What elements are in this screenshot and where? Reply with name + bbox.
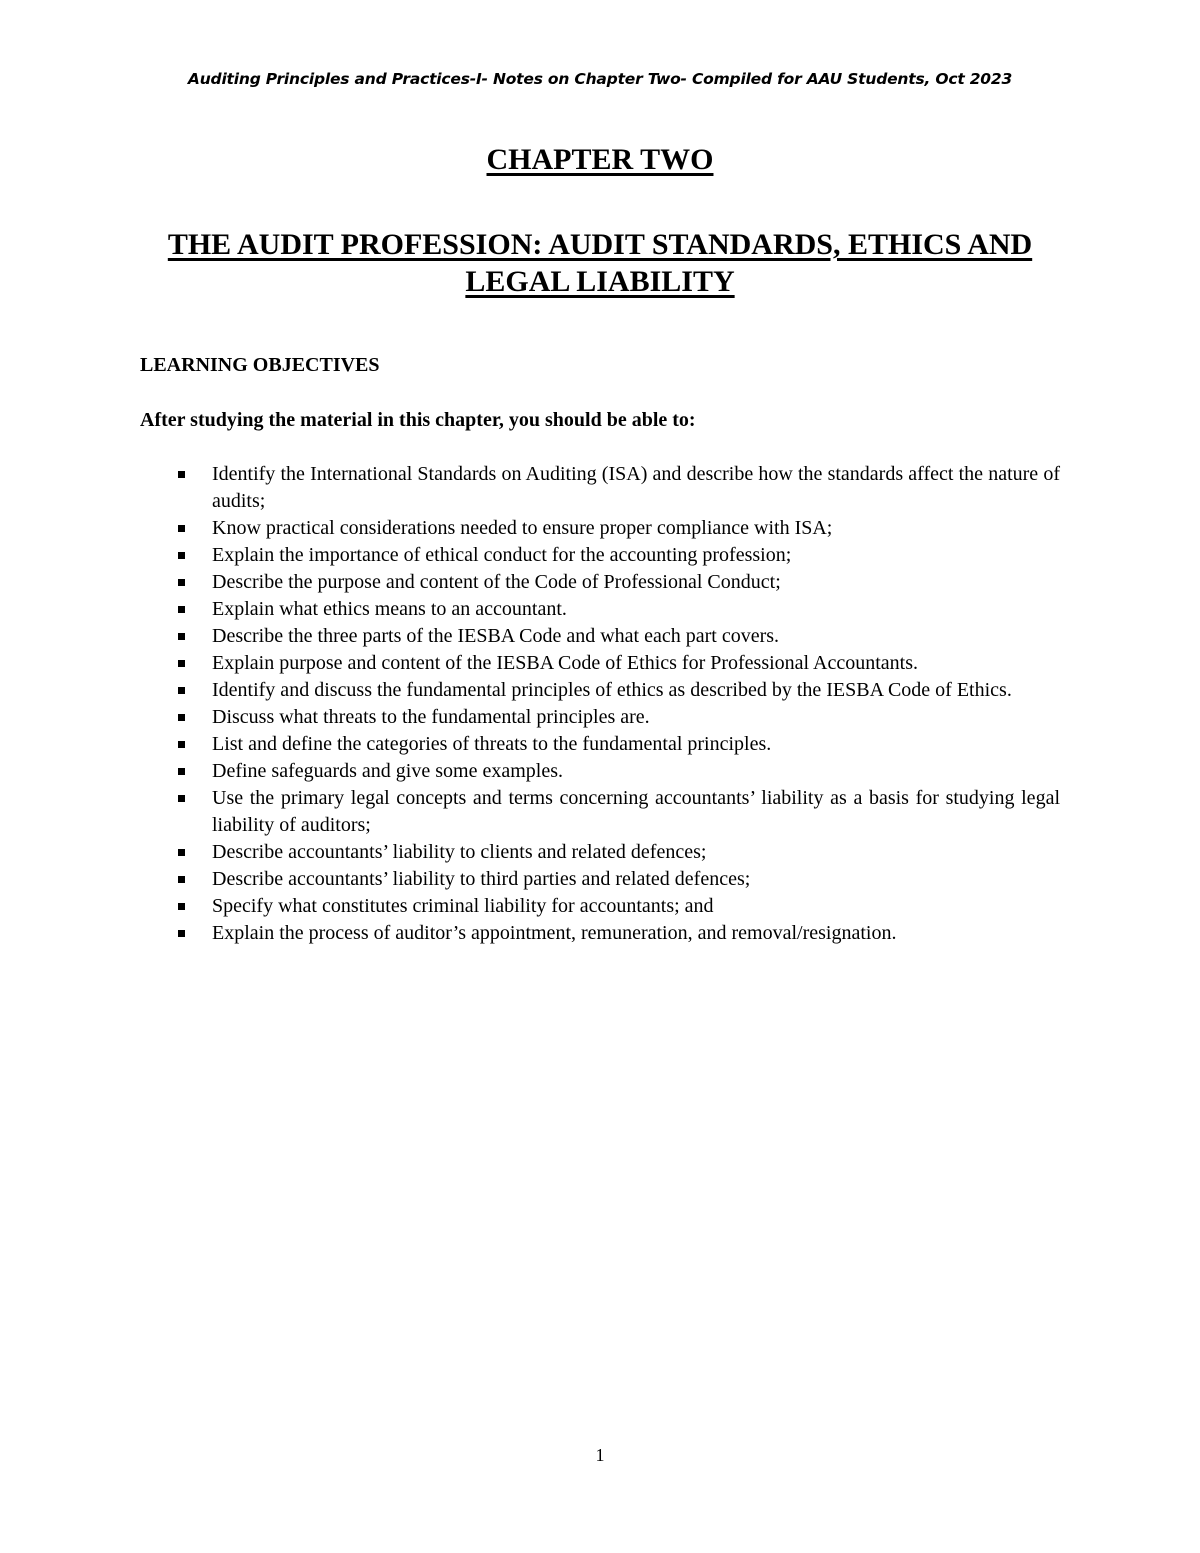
list-item-text: Specify what constitutes criminal liability for accountants; and bbox=[212, 895, 714, 917]
list-item bbox=[140, 542, 1060, 569]
learning-objectives-intro: After studying the material in this chapter, you should be able to: bbox=[140, 409, 696, 431]
list-item-text: Explain what ethics means to an accountant. bbox=[212, 598, 567, 620]
list-item bbox=[140, 920, 1060, 947]
list-item-text: Explain the process of auditor’s appointment, remuneration, and removal/resignation. bbox=[212, 922, 897, 944]
list-item bbox=[140, 758, 1060, 785]
list-item-text: Describe the purpose and content of the Code of Professional Conduct; bbox=[212, 571, 781, 593]
list-item-text: Describe the three parts of the IESBA Code and what each part covers. bbox=[212, 625, 780, 647]
list-item-text: Identify the International Standards on Auditing (ISA) and describe how the standards affect the nature of audits; bbox=[212, 463, 1060, 512]
list-item-text: Identify and discuss the fundamental principles of ethics as described by the IESBA Code of Ethics. bbox=[212, 679, 1012, 701]
list-item bbox=[140, 785, 1060, 839]
list-item bbox=[140, 866, 1060, 893]
square-bullet-icon bbox=[178, 579, 185, 586]
square-bullet-icon bbox=[178, 930, 185, 937]
list-item bbox=[140, 461, 1060, 515]
square-bullet-icon bbox=[178, 795, 185, 802]
list-item-text: Describe accountants’ liability to third parties and related defences; bbox=[212, 868, 751, 890]
list-item bbox=[140, 596, 1060, 623]
square-bullet-icon bbox=[178, 660, 185, 667]
list-item bbox=[140, 839, 1060, 866]
square-bullet-icon bbox=[178, 471, 185, 478]
list-item bbox=[140, 515, 1060, 542]
list-item-text: Use the primary legal concepts and terms concerning accountants’ liability as a basis for studying legal liability of auditors; bbox=[212, 787, 1060, 836]
list-item bbox=[140, 704, 1060, 731]
square-bullet-icon bbox=[178, 741, 185, 748]
list-item-text: List and define the categories of threats to the fundamental principles. bbox=[212, 733, 772, 755]
square-bullet-icon bbox=[178, 876, 185, 883]
learning-objectives-list bbox=[140, 461, 1060, 947]
list-item bbox=[140, 731, 1060, 758]
learning-objectives-heading: LEARNING OBJECTIVES bbox=[140, 354, 380, 376]
square-bullet-icon bbox=[178, 525, 185, 532]
list-item bbox=[140, 623, 1060, 650]
list-item-text: Describe accountants’ liability to clients and related defences; bbox=[212, 841, 707, 863]
list-item-text: Explain purpose and content of the IESBA Code of Ethics for Professional Accountants. bbox=[212, 652, 918, 674]
list-item bbox=[140, 569, 1060, 596]
square-bullet-icon bbox=[178, 633, 185, 640]
square-bullet-icon bbox=[178, 849, 185, 856]
square-bullet-icon bbox=[178, 687, 185, 694]
square-bullet-icon bbox=[178, 903, 185, 910]
square-bullet-icon bbox=[178, 606, 185, 613]
square-bullet-icon bbox=[178, 768, 185, 775]
list-item-text: Know practical considerations needed to ensure proper compliance with ISA; bbox=[212, 517, 833, 539]
chapter-title: CHAPTER TWO bbox=[486, 143, 714, 176]
list-item-text: Define safeguards and give some examples. bbox=[212, 760, 563, 782]
square-bullet-icon bbox=[178, 714, 185, 721]
list-item bbox=[140, 677, 1060, 704]
chapter-subtitle: THE AUDIT PROFESSION: AUDIT STANDARDS, ETHICS AND LEGAL LIABILITY bbox=[167, 228, 1033, 298]
list-item-text: Discuss what threats to the fundamental principles are. bbox=[212, 706, 650, 728]
list-item bbox=[140, 650, 1060, 677]
list-item bbox=[140, 893, 1060, 920]
page-number: 1 bbox=[595, 1445, 605, 1465]
square-bullet-icon bbox=[178, 552, 185, 559]
list-item-text: Explain the importance of ethical conduct for the accounting profession; bbox=[212, 544, 792, 566]
running-header: Auditing Principles and Practices-I- Notes on Chapter Two- Compiled for AAU Students, Oct 2023 bbox=[187, 70, 1013, 88]
